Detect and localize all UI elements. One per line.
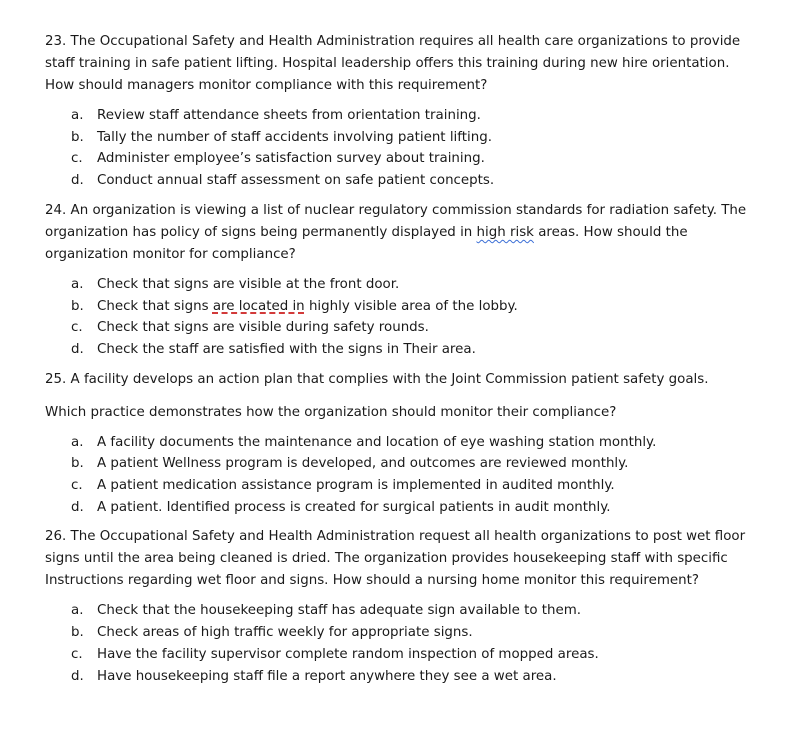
question-stem (45, 31, 785, 97)
question-26 (45, 526, 785, 687)
answer-option-c (45, 148, 785, 170)
answer-option-d (45, 666, 785, 688)
option-text: Review staff attendance sheets from orientation training. (97, 108, 481, 123)
stem-line: 24. An organization is viewing a list of nuclear regulatory commission standards for radiation safety. The (45, 202, 747, 218)
option-letter: d. (71, 341, 84, 357)
stem-line: How should managers monitor compliance with this requirement? (45, 78, 488, 93)
answer-options (45, 274, 785, 361)
option-text: A patient Wellness program is developed, and outcomes are reviewed monthly. (97, 456, 629, 472)
option-letter: d. (71, 499, 84, 515)
option-text: Have housekeeping staff file a report anywhere they see a wet area. (97, 668, 557, 684)
question-23 (45, 31, 785, 192)
stem-line: signs until the area being cleaned is dried. The organization provides housekeeping staff with specific (45, 551, 728, 567)
option-text: Check areas of high traffic weekly for appropriate signs. (97, 625, 473, 641)
answer-options (45, 105, 785, 192)
option-text (97, 296, 518, 318)
option-letter: c. (71, 646, 83, 662)
option-text: Tally the number of staff accidents involving patient lifting. (97, 129, 492, 145)
answer-option-b (45, 296, 785, 318)
stem-line (45, 222, 785, 244)
answer-option-a (45, 105, 785, 127)
option-letter: c. (71, 320, 83, 336)
question-stem (45, 526, 785, 592)
option-letter: a. (71, 434, 84, 450)
answer-option-c (45, 317, 785, 339)
stem-line: Instructions regarding wet floor and signs. How should a nursing home monitor this requirement? (45, 573, 699, 589)
answer-option-b (45, 127, 785, 149)
question-stem (45, 200, 785, 266)
answer-option-c (45, 475, 785, 497)
option-text-part: Check that signs (97, 298, 213, 314)
question-25 (45, 369, 785, 519)
option-letter: c. (71, 151, 83, 167)
grammar-flagged-text[interactable]: high risk (476, 224, 534, 240)
stem-line: Which practice demonstrates how the organization should monitor their compliance? (45, 404, 617, 420)
answer-option-a (45, 432, 785, 454)
option-letter: a. (71, 108, 84, 123)
option-text: Check that signs are visible at the front door. (97, 276, 400, 292)
option-text: A facility documents the maintenance and location of eye washing station monthly. (97, 434, 657, 450)
answer-option-a (45, 274, 785, 296)
answer-option-d (45, 170, 785, 192)
option-letter: a. (71, 603, 84, 619)
stem-line: 23. The Occupational Safety and Health Administration requires all health care organizations to provide (45, 34, 741, 49)
option-text: A patient. Identified process is created for surgical patients in audit monthly. (97, 499, 611, 515)
answer-options (45, 600, 785, 687)
stem-line: organization monitor for compliance? (45, 246, 296, 262)
answer-option-a (45, 600, 785, 622)
stem-text: organization has policy of signs being permanently displayed in (45, 224, 477, 240)
answer-option-b (45, 622, 785, 644)
option-letter: b. (71, 129, 84, 145)
option-letter: a. (71, 276, 84, 292)
option-text: Administer employee’s satisfaction survey about training. (97, 151, 485, 167)
option-text: Check that the housekeeping staff has adequate sign available to them. (97, 603, 582, 619)
option-letter: b. (71, 625, 84, 641)
answer-option-d (45, 497, 785, 519)
option-text: Check that signs are visible during safety rounds. (97, 320, 429, 336)
option-letter: d. (71, 668, 84, 684)
option-text: A patient medication assistance program is implemented in audited monthly. (97, 478, 615, 494)
answer-option-d (45, 339, 785, 361)
option-letter: b. (71, 456, 84, 472)
option-text: Conduct annual staff assessment on safe patient concepts. (97, 173, 495, 189)
question-stem (45, 369, 785, 424)
document-body (45, 31, 785, 687)
stem-text: areas. How should the (533, 224, 688, 240)
option-letter: d. (71, 173, 84, 189)
answer-options (45, 432, 785, 519)
stem-line: 25. A facility develops an action plan that complies with the Joint Commission patient safety goals. (45, 371, 709, 387)
option-text: Have the facility supervisor complete random inspection of mopped areas. (97, 646, 599, 662)
question-24 (45, 200, 785, 361)
stem-line: 26. The Occupational Safety and Health Administration request all health organizations to post wet floor (45, 529, 746, 545)
answer-option-c (45, 644, 785, 666)
option-letter: b. (71, 298, 84, 314)
spelling-flagged-text[interactable]: are located in (212, 298, 305, 314)
option-text-part: highly visible area of the lobby. (304, 298, 518, 314)
option-letter: c. (71, 478, 83, 494)
stem-line: staff training in safe patient lifting. Hospital leadership offers this training during new hire orientation. (45, 56, 730, 71)
answer-option-b (45, 453, 785, 475)
option-text: Check the staff are satisfied with the signs in Their area. (97, 341, 476, 357)
